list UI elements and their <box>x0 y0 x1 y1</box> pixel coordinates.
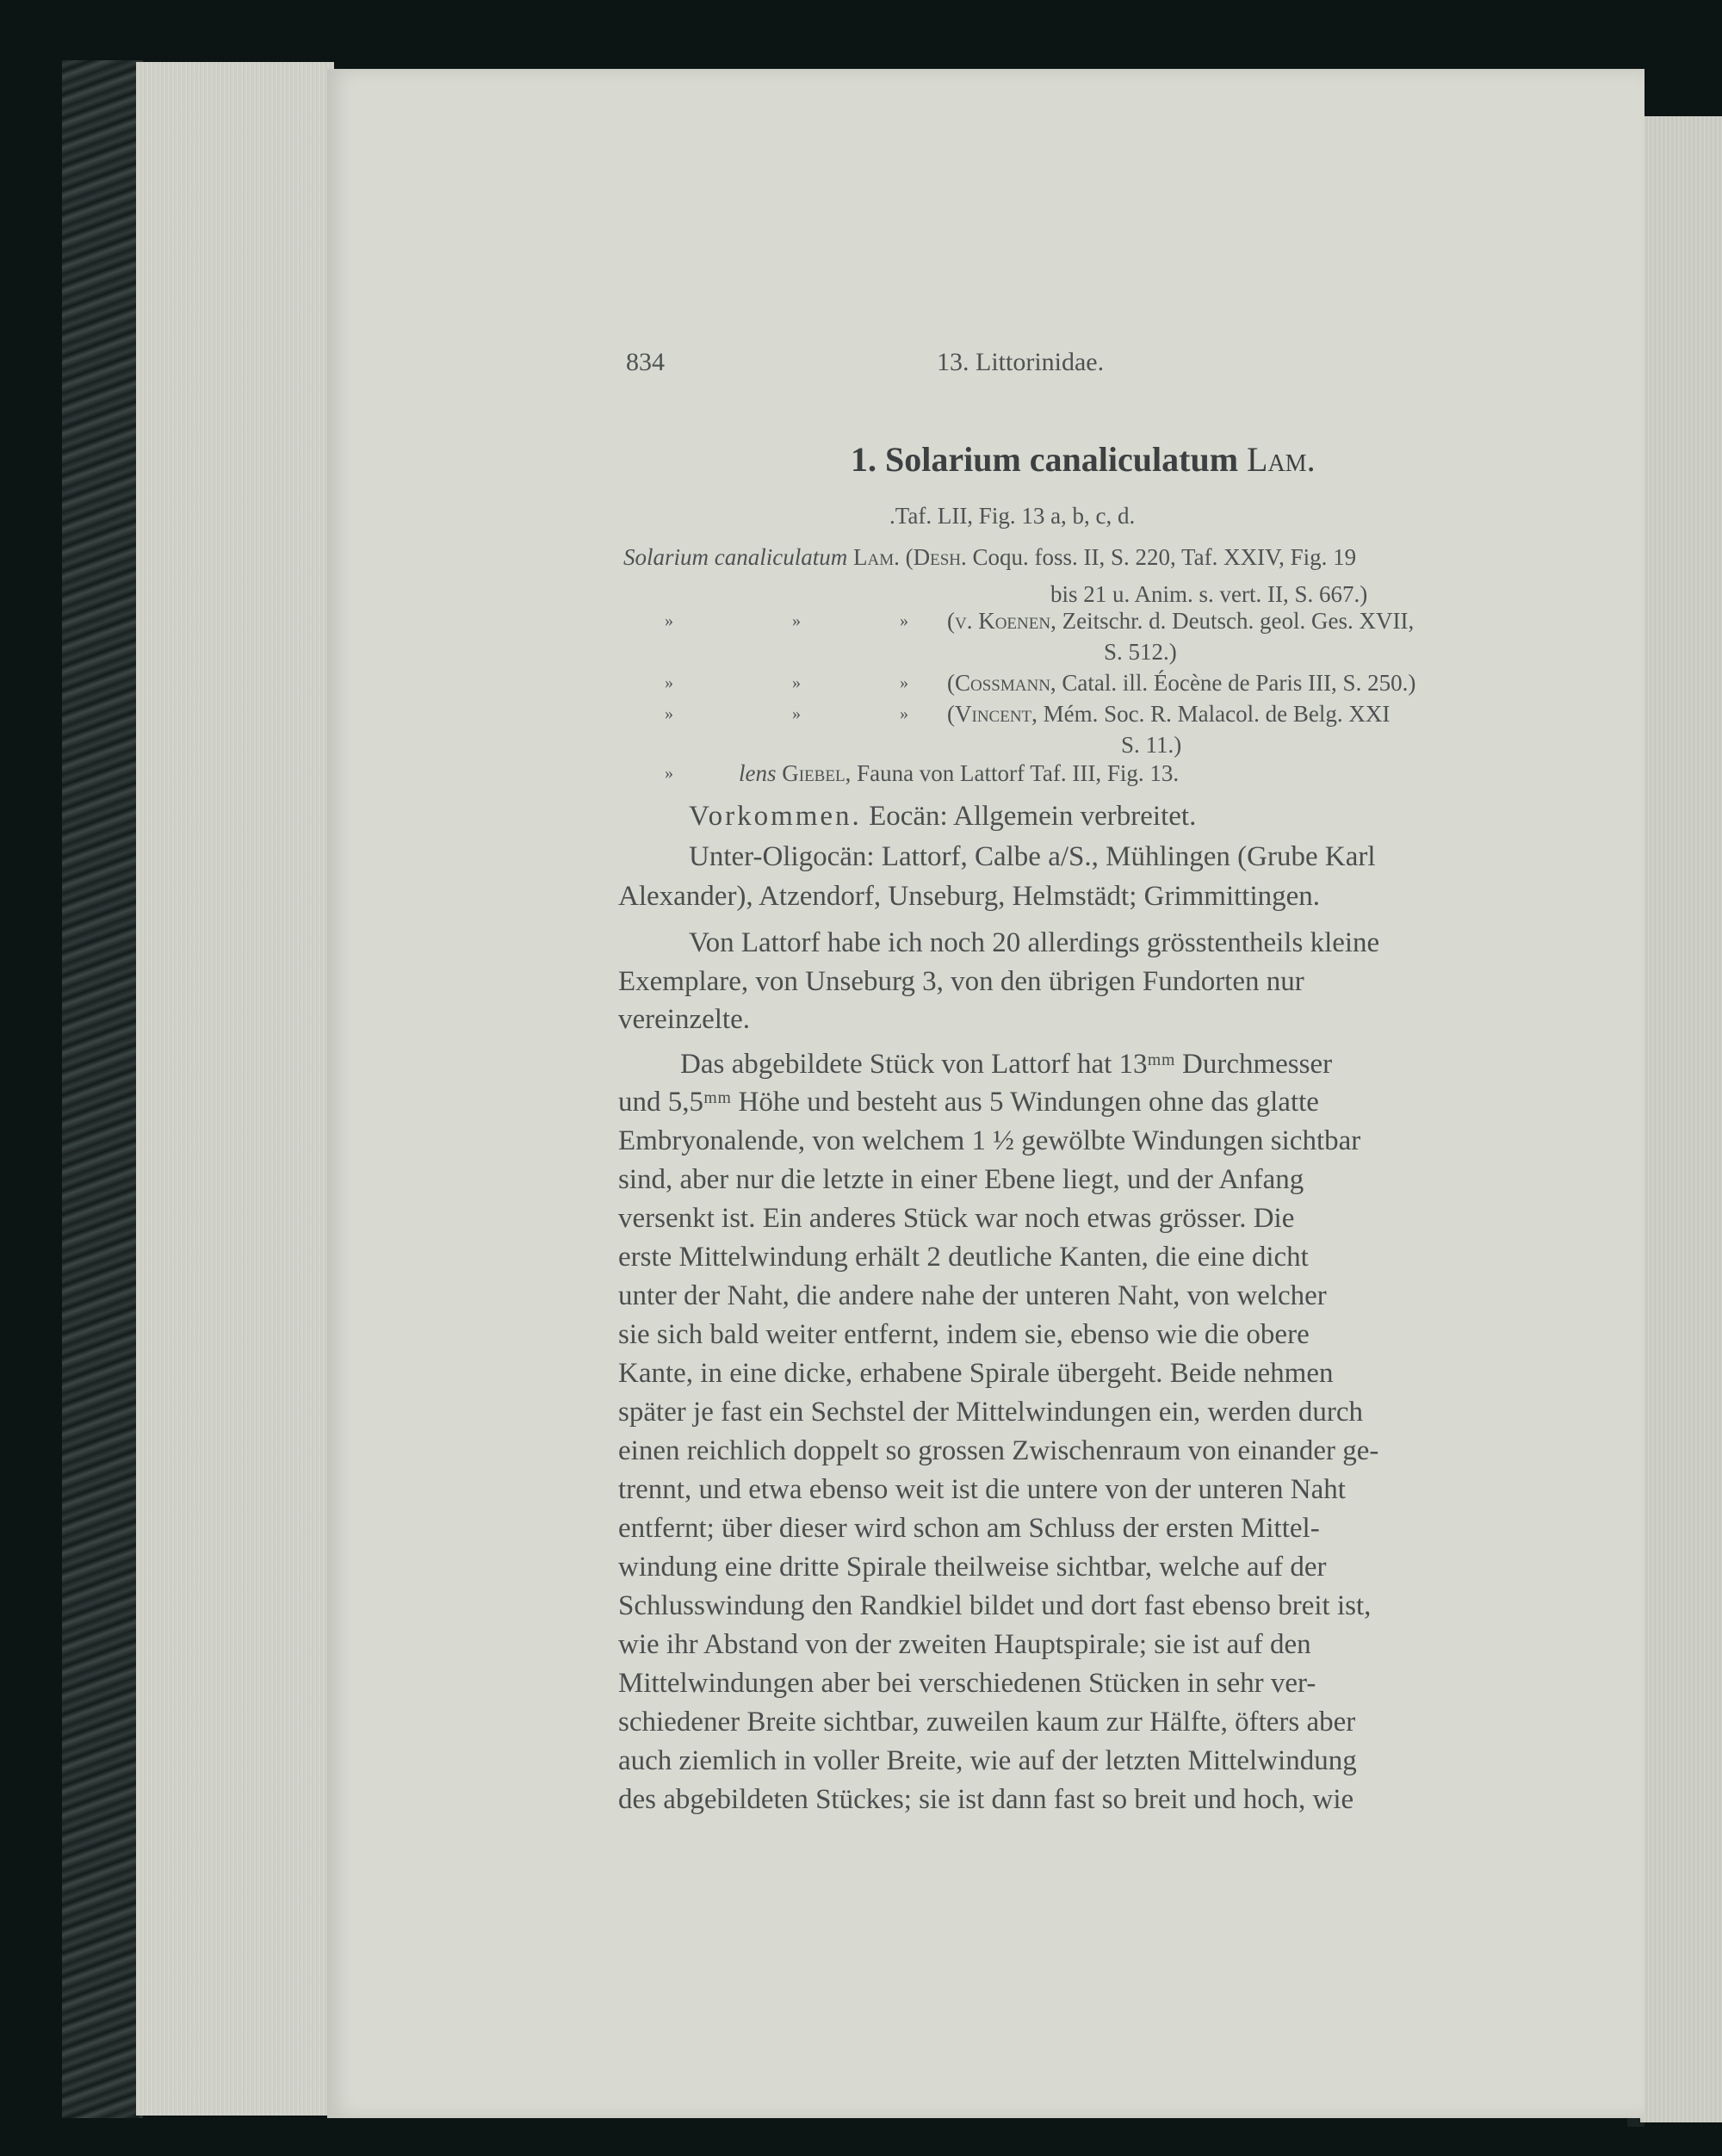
synonymy-line-1-cont: bis 21 u. Anim. s. vert. II, S. 667.) <box>1050 581 1368 607</box>
body-line: Mittelwindungen aber bei verschiedenen Stücken in sehr ver- <box>618 1668 1316 1699</box>
synonymy-line-4 <box>947 701 1390 728</box>
body-line: wie ihr Abstand von der zweiten Hauptspirale; sie ist auf den <box>618 1629 1311 1660</box>
body-line: schiedener Breite sichtbar, zuweilen kaum zur Hälfte, öfters aber <box>618 1707 1356 1738</box>
body-line: des abgebildeten Stückes; sie ist dann fast so breit und hoch, wie <box>618 1784 1354 1815</box>
next-page-edge <box>1640 116 1722 2122</box>
body-line: auch ziemlich in voller Breite, wie auf der letzten Mittelwindung <box>618 1745 1357 1776</box>
syn-3-ref: Catal. ill. Éocène de Paris III, S. 250.) <box>1062 670 1416 696</box>
ditto-mark: » <box>900 704 908 723</box>
synonymy-line-5 <box>739 760 1179 787</box>
ditto-mark: » <box>665 704 673 723</box>
body-line: versenkt ist. Ein anderes Stück war noch etwas grösser. Die <box>618 1203 1295 1234</box>
syn-5-name: lens <box>739 760 777 786</box>
body-line: einen reichlich doppelt so grossen Zwischenraum von einander ge- <box>618 1435 1379 1466</box>
ditto-mark: » <box>665 764 673 783</box>
synonymy-line-1 <box>623 544 1356 571</box>
syn-1-ref-author: (Desh. <box>905 544 967 570</box>
body-line: erste Mittelwindung erhält 2 deutliche Kanten, die eine dicht <box>618 1242 1309 1273</box>
synonymy-line-2 <box>947 608 1414 635</box>
body-line: vereinzelte. <box>618 1004 750 1035</box>
body-line: sind, aber nur die letzte in einer Ebene liegt, und der Anfang <box>618 1164 1304 1195</box>
body-line: Unter-Oligocän: Lattorf, Calbe a/S., Mühlingen (Grube Karl <box>689 841 1376 872</box>
syn-5-author: Giebel, <box>782 760 852 786</box>
syn-1-author: Lam. <box>852 544 900 570</box>
title-species: Solarium canaliculatum <box>885 440 1239 479</box>
vorkommen-line <box>689 801 1196 833</box>
synonymy-line-3 <box>947 670 1415 697</box>
ditto-mark: » <box>900 673 908 692</box>
ditto-mark: » <box>792 673 801 692</box>
body-line: später je fast ein Sechstel der Mittelwindungen ein, werden durch <box>618 1397 1364 1428</box>
ditto-mark: » <box>665 673 673 692</box>
book-cover-left <box>62 60 143 2118</box>
synonymy-line-4-cont: S. 11.) <box>1121 732 1182 758</box>
ditto-mark: » <box>900 611 908 630</box>
vorkommen-rest: Eocän: Allgemein verbreitet. <box>869 801 1197 832</box>
synonymy-line-2-cont: S. 512.) <box>1104 639 1177 665</box>
body-line: Das abgebildete Stück von Lattorf hat 13ᵐᵐ Durchmesser <box>680 1049 1333 1080</box>
syn-4-ref: Mém. Soc. R. Malacol. de Belg. XXI <box>1043 701 1391 727</box>
body-line: entfernt; über dieser wird schon am Schluss der ersten Mittel- <box>618 1513 1320 1544</box>
syn-5-ref: Fauna von Lattorf Taf. III, Fig. 13. <box>857 760 1180 786</box>
syn-2-ref-author: (v. Koenen, <box>947 608 1056 634</box>
body-line: Alexander), Atzendorf, Unseburg, Helmstädt; Grimmittingen. <box>618 881 1321 912</box>
title-number: 1. <box>851 440 876 479</box>
ditto-mark: » <box>792 611 801 630</box>
syn-1-name: Solarium canaliculatum <box>623 544 848 570</box>
syn-1-ref: Coqu. foss. II, S. 220, Taf. XXIV, Fig. 19 <box>972 544 1357 570</box>
body-line: Embryonalende, von welchem 1 ½ gewölbte Windungen sichtbar <box>618 1125 1361 1156</box>
page-stack-edge <box>136 62 334 2116</box>
species-title <box>851 439 1316 480</box>
body-line: und 5,5ᵐᵐ Höhe und besteht aus 5 Windungen ohne das glatte <box>618 1087 1319 1118</box>
syn-3-ref-author: (Cossmann, <box>947 670 1056 696</box>
running-title: 13. Littorinidae. <box>937 348 1105 376</box>
ditto-mark: » <box>792 704 801 723</box>
body-line: Kante, in eine dicke, erhabene Spirale übergeht. Beide nehmen <box>618 1358 1334 1389</box>
body-line: Schlusswindung den Randkiel bildet und dort fast ebenso breit ist, <box>618 1590 1372 1621</box>
body-line: windung eine dritte Spirale theilweise sichtbar, welche auf der <box>618 1552 1327 1583</box>
syn-2-ref: Zeitschr. d. Deutsch. geol. Ges. XVII, <box>1062 608 1415 634</box>
page-number: 834 <box>626 348 665 376</box>
body-line: unter der Naht, die andere nahe der unteren Naht, von welcher <box>618 1280 1327 1311</box>
vorkommen-label: Vorkommen. <box>689 801 862 832</box>
ditto-mark: » <box>665 611 673 630</box>
syn-4-ref-author: (Vincent, <box>947 701 1038 727</box>
body-line: sie sich bald weiter entfernt, indem sie, ebenso wie die obere <box>618 1319 1310 1350</box>
body-line: Von Lattorf habe ich noch 20 allerdings grösstentheils kleine <box>689 927 1380 958</box>
title-author: Lam. <box>1247 440 1316 479</box>
body-line: trennt, und etwa ebenso weit ist die untere von der unteren Naht <box>618 1474 1346 1505</box>
plate-reference: .Taf. LII, Fig. 13 a, b, c, d. <box>889 503 1136 529</box>
body-line: Exemplare, von Unseburg 3, von den übrigen Fundorten nur <box>618 966 1304 997</box>
